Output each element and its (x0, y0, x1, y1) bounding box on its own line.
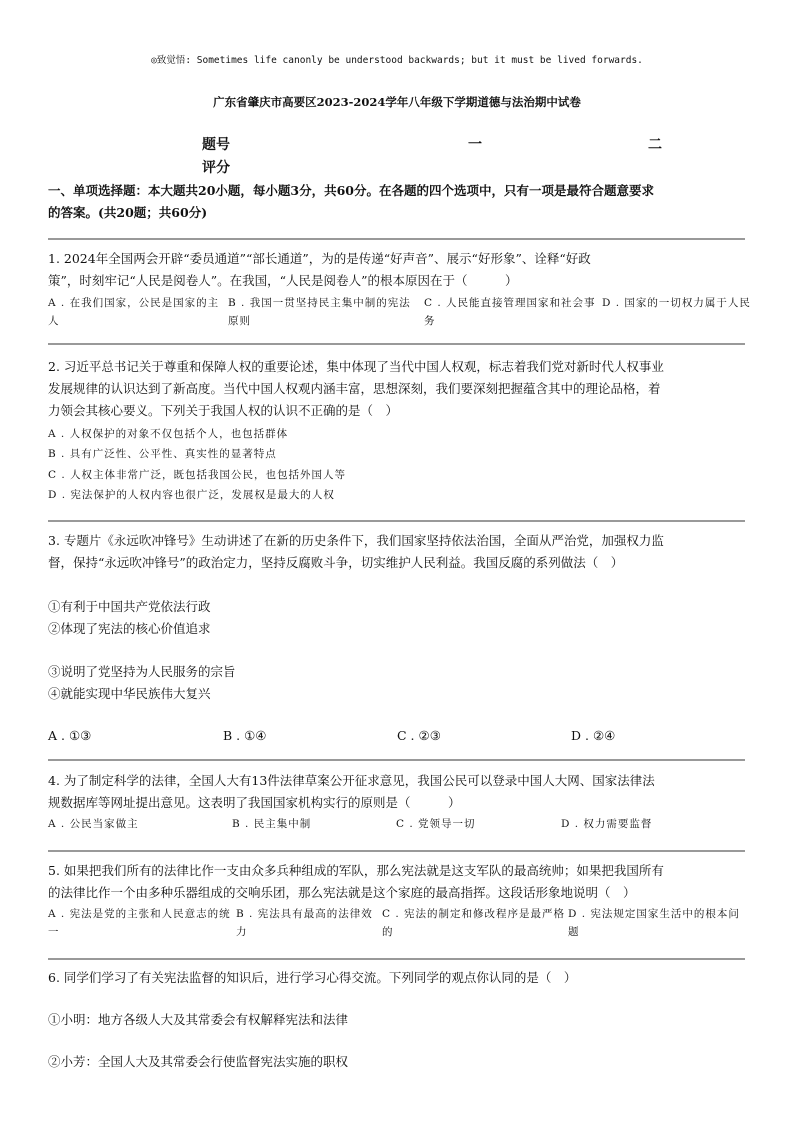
question-text-line: 发展规律的认识达到了新高度。当代中国人权观内涵丰富，思想深刻，我们要深刻把握蕴含其中的理论品格，着 (48, 381, 661, 396)
statement-4: ④就能实现中华民族伟大复兴 (48, 686, 211, 701)
exam-title: 广东省肇庆市高要区2023-2024学年八年级下学期道德与法治期中试卷 (213, 95, 581, 109)
motto-line: ◎致觉悟: Sometimes life canonly be understood backwards; but it must be lived forwards. (151, 55, 643, 66)
question-4-stem (48, 770, 748, 814)
divider (48, 850, 745, 852)
divider (48, 343, 745, 345)
option-d[interactable]: D . 宪法保护的人权内容也很广泛，发展权是最大的人权 (48, 489, 335, 501)
option-a[interactable]: A . 宪法是党的主张和人民意志的统一 (48, 908, 231, 938)
option-a[interactable]: A . 在我们国家，公民是国家的主人 (48, 297, 220, 327)
option-c[interactable]: C . 人民能直接管理国家和社会事务 (424, 297, 596, 327)
question-6-stem: 6. 同学们学习了有关宪法监督的知识后，进行学习心得交流。下列同学的观点你认同的是（ ） (48, 970, 577, 985)
option-a[interactable]: A . 公民当家做主 (48, 818, 139, 830)
question-text-line: 5. 如果把我们所有的法律比作一支由众多兵种组成的军队，那么宪法就是这支军队的最高统帅；如果把我国所有 (48, 863, 664, 878)
option-c[interactable]: C . 党领导一切 (396, 818, 476, 830)
statement-3: ③说明了党坚持为人民服务的宗旨 (48, 664, 236, 679)
option-b[interactable]: B . 民主集中制 (232, 818, 312, 830)
divider (48, 238, 745, 240)
question-text-line: 力领会其核心要义。下列关于我国人权的认识不正确的是（ ） (48, 403, 399, 418)
option-c[interactable]: C . 宪法的制定和修改程序是最严格的 (382, 908, 566, 938)
section-heading-line: 的答案。(共20题；共60分) (48, 205, 208, 220)
question-3-stem (48, 530, 748, 574)
score-table-row-label-score: 评分 (202, 160, 230, 176)
option-b[interactable]: B . 我国一贯坚持民主集中制的宪法原则 (228, 297, 411, 327)
question-text-line: 3. 专题片《永远吹冲锋号》生动讲述了在新的历史条件下，我们国家坚持依法治国，全面从严治党，加强权力监 (48, 533, 664, 548)
question-text-line: 2. 习近平总书记关于尊重和保障人权的重要论述，集中体现了当代中国人权观，标志着我们党对新时代人权事业 (48, 359, 664, 374)
score-table-col-two: 二 (648, 137, 662, 153)
option-d[interactable]: D . 权力需要监督 (561, 818, 653, 830)
divider (48, 759, 745, 761)
option-d[interactable]: D . 国家的一切权力属于人民 (602, 297, 751, 309)
question-text-line: 的法律比作一个由多种乐器组成的交响乐团，那么宪法就是这个家庭的最高指挥。这段话形象地说明（ ） (48, 885, 636, 900)
question-text-line: 督，保持“永远吹冲锋号”的政治定力，坚持反腐败斗争，切实维护人民利益。我国反腐的系列做法（ ） (48, 555, 624, 570)
question-text-line: 规数据库等网址提出意见。这表明了我国国家机构实行的原则是（ ） (48, 795, 461, 810)
question-text-line: 4. 为了制定科学的法律，全国人大有13件法律草案公开征求意见，我国公民可以登录中国人大网、国家法律法 (48, 773, 655, 788)
score-table-col-one: 一 (468, 137, 482, 153)
question-1-stem (48, 248, 748, 292)
section-heading (48, 180, 748, 224)
option-a[interactable]: A . ①③ (48, 728, 92, 743)
divider (48, 520, 745, 522)
statement-2: ②小芳：全国人大及其常委会行使监督宪法实施的职权 (48, 1054, 349, 1069)
option-d[interactable]: D . 宪法规定国家生活中的根本问题 (568, 908, 740, 938)
statement-1: ①小明：地方各级人大及其常委会有权解释宪法和法律 (48, 1012, 349, 1027)
option-b[interactable]: B . 宪法具有最高的法律效力 (236, 908, 373, 938)
question-text-line: 策”，时刻牢记“人民是阅卷人”。在我国，“人民是阅卷人”的根本原因在于（ ） (48, 273, 518, 288)
question-text-line: 1. 2024年全国两会开辟“委员通道”“部长通道”，为的是传递“好声音”、展示“好形象”、诠释“好政 (48, 251, 591, 266)
statement-2: ②体现了宪法的核心价值追求 (48, 621, 211, 636)
option-d[interactable]: D . ②④ (571, 728, 616, 743)
question-2-stem (48, 356, 748, 422)
option-c[interactable]: C . ②③ (397, 728, 441, 743)
question-5-stem (48, 860, 748, 904)
divider (48, 958, 745, 960)
section-heading-line: 一、单项选择题：本大题共20小题，每小题3分，共60分。在各题的四个选项中，只有一项是最符合题意要求 (48, 183, 654, 198)
option-b[interactable]: B . ①④ (223, 728, 267, 743)
option-b[interactable]: B . 具有广泛性、公平性、真实性的显著特点 (48, 448, 277, 460)
option-a[interactable]: A . 人权保护的对象不仅包括个人，也包括群体 (48, 428, 289, 440)
score-table-row-label-number: 题号 (202, 137, 230, 153)
option-c[interactable]: C . 人权主体非常广泛，既包括我国公民，也包括外国人等 (48, 469, 347, 481)
statement-1: ①有利于中国共产党依法行政 (48, 599, 211, 614)
